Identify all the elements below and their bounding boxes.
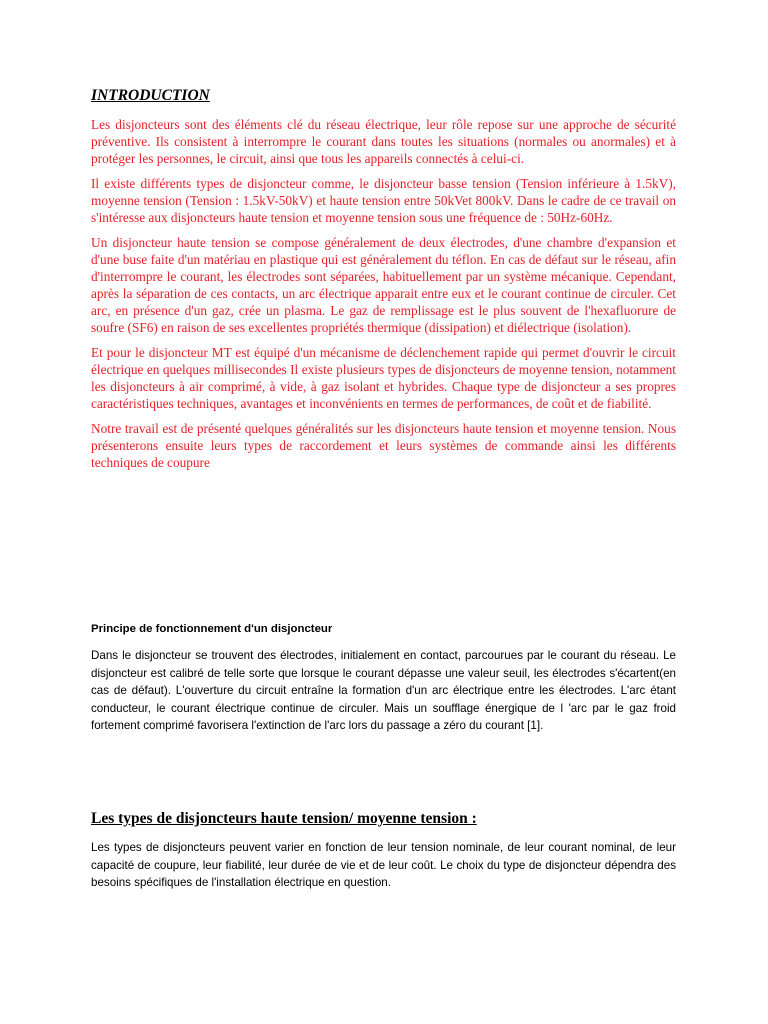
introduction-title: INTRODUCTION <box>91 87 210 104</box>
intro-paragraph-1: Les disjoncteurs sont des éléments clé du réseau électrique, leur rôle repose sur une approche de sécurité préventive. Ils consistent à interrompre le courant dans toutes les situations (normales ou anormales) et à protéger les personnes, le circuit, ainsi que tous les appareils connectés à celui-ci. <box>91 117 676 166</box>
principe-title: Principe de fonctionnement d'un disjoncteur <box>91 623 333 635</box>
types-paragraph: Les types de disjoncteurs peuvent varier en fonction de leur tension nominale, de leur courant nominal, de leur capacité de coupure, leur fiabilité, leur durée de vie et de leur coût. Le choix du type de disjoncteur dépendra des besoins spécifiques de l'installation électrique en question. <box>91 841 676 890</box>
intro-paragraph-5: Notre travail est de présenté quelques généralités sur les disjoncteurs haute tension et moyenne tension. Nous présenterons ensuite leurs types de raccordement et leurs systèmes de commande ainsi les différents techniques de coupure <box>91 421 676 470</box>
principe-paragraph: Dans le disjoncteur se trouvent des électrodes, initialement en contact, parcourues par le courant du réseau. Le disjoncteur est calibré de telle sorte que lorsque le courant dépasse une valeur seuil, les électrodes s'écartent(en cas de défaut). L'ouverture du circuit entraîne la formation d'un arc électrique entre les électrodes. L'arc étant conducteur, le courant électrique continue de circuler. Mais un soufflage énergique de l 'arc par le gaz froid fortement comprimé favorisera l'extinction de l'arc lors du passage a zéro du courant [1]. <box>91 649 676 733</box>
types-title: Les types de disjoncteurs haute tension/ moyenne tension : <box>91 810 477 827</box>
document-content <box>91 86 676 890</box>
intro-paragraph-3: Un disjoncteur haute tension se compose généralement de deux électrodes, d'une chambre d'expansion et d'une buse faite d'un matériau en plastique qui est généralement du téflon. En cas de défaut sur le réseau, afin d'interrompre le courant, les électrodes sont séparées, habituellement par un système mécanique. Cependant, après la séparation de ces contacts, un arc électrique apparait entre eux et le courant continue de circuler. Cet arc, en présence d'un gaz, crée un plasma. Le gaz de remplissage est le plus souvent de l'hexafluorure de soufre (SF6) en raison de ses excellentes propriétés thermique (dissipation) et diélectrique (isolation). <box>91 235 676 335</box>
intro-paragraph-4: Et pour le disjoncteur MT est équipé d'un mécanisme de déclenchement rapide qui permet d'ouvrir le circuit électrique en quelques millisecondes Il existe plusieurs types de disjoncteurs de moyenne tension, notamment les disjoncteurs à air comprimé, à vide, à gaz isolant et hybrides. Chaque type de disjoncteur a ses propres caractéristiques techniques, avantages et inconvénients en termes de performances, de coût et de fiabilité. <box>91 345 676 411</box>
intro-paragraph-2: Il existe différents types de disjoncteur comme, le disjoncteur basse tension (Tension inférieure à 1.5kV), moyenne tension (Tension : 1.5kV-50kV) et haute tension entre 50kVet 800kV. Dans le cadre de ce travail on s'intéresse aux disjoncteurs haute tension et moyenne tension sous une fréquence de : 50Hz-60Hz. <box>91 176 676 225</box>
